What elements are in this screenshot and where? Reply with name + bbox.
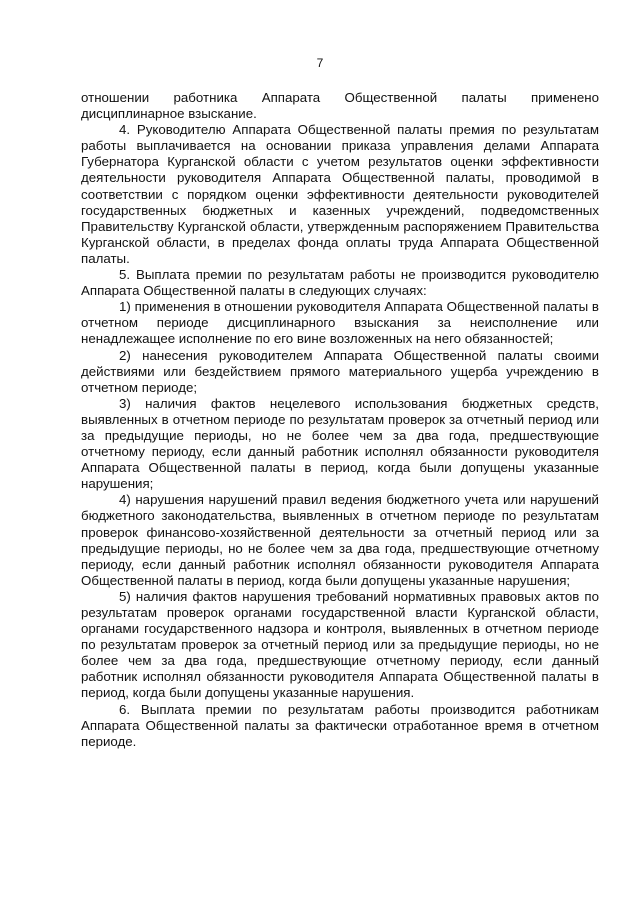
subitem-2: 2) нанесения руководителем Аппарата Общественной палаты своими действиями или бездействием прямого материального ущерба учреждению в отчетном периоде; — [81, 347, 599, 395]
subitem-5: 5) наличия фактов нарушения требований нормативных правовых актов по результатам проверок органами государственной власти Курганской области, органами государственного надзора и контроля, выявленных в отчетном периоде по результатам проверок за отчетный период или за предыдущие периоды, но не более чем за два года, предшествующие отчетному периоду, если данный работник исполнял обязанности руководителя Аппарата Общественной палаты в период, когда были допущены указанные нарушения. — [81, 588, 599, 701]
paragraph-item-6: 6. Выплата премии по результатам работы производится работникам Аппарата Общественной палаты за фактически отработанное время в отчетном периоде. — [81, 701, 599, 749]
subitem-4: 4) нарушения нарушений правил ведения бюджетного учета или нарушений бюджетного законодательства, выявленных в отчетном периоде по результатам проверок финансово-хозяйственной деятельности за отчетный период или за предыдущие периоды, но не более чем за два года, предшествующие отчетному периоду, если данный работник исполнял обязанности руководителя Аппарата Общественной палаты в период, когда были допущены указанные нарушения; — [81, 492, 599, 588]
document-body — [81, 90, 599, 750]
paragraph-item-5: 5. Выплата премии по результатам работы не производится руководителю Аппарата Общественной палаты в следующих случаях: — [81, 267, 599, 299]
paragraph-continuation: отношении работника Аппарата Общественной палаты применено дисциплинарное взыскание. — [81, 90, 599, 122]
page-number: 7 — [316, 56, 324, 70]
paragraph-item-4: 4. Руководителю Аппарата Общественной палаты премия по результатам работы выплачивается на основании приказа управления делами Аппарата Губернатора Курганской области с учетом результатов оценки эффективности деятельности руководителя Аппарата Общественной палаты, проводимой в соответствии с порядком оценки эффективности деятельности руководителей государственных бюджетных и казенных учреждений, подведомственных Правительству Курганской области, утвержденным распоряжением Правительства Курганской области, в пределах фонда оплаты труда Аппарата Общественной палаты. — [81, 122, 599, 266]
subitem-1: 1) применения в отношении руководителя Аппарата Общественной палаты в отчетном периоде дисциплинарного взыскания за неисполнение или ненадлежащее исполнение по его вине возложенных на него обязанностей; — [81, 299, 599, 347]
subitem-3: 3) наличия фактов нецелевого использования бюджетных средств, выявленных в отчетном периоде по результатам проверок за отчетный период или за предыдущие периоды, но не более чем за два года, предшествующие отчетному периоду, если данный работник исполнял обязанности руководителя Аппарата Общественной палаты в период, когда были допущены указанные нарушения; — [81, 395, 599, 492]
